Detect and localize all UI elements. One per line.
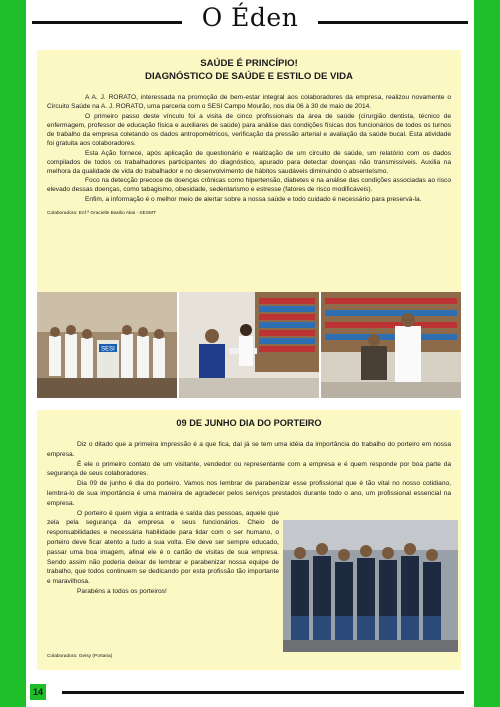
photo-porter-team-image bbox=[283, 520, 458, 652]
article-health-body bbox=[37, 83, 461, 218]
paragraph: Foco na detecção precoce de doenças crônicas como hipertensão, diabetes e na análise das condições associadas ao risco elevado dessas doenças, como tabagismo, obesidade, sedentarismo e estresse (fatores de risco modificáveis). bbox=[47, 177, 451, 194]
photo-checkup-image bbox=[179, 292, 319, 398]
paragraph: O porteiro é quem vigia a entrada e saída das pessoas, aquele que zela pela segurança da empresa e seus funcionários. Cheio de responsabilidades e necessária habilidade para lidar com o ser humano, o porteiro deve ficar atento a tudo a sua volta. Ele deve ser sempre educado, passar uma boa imagem, afinal ele é o cartão de visitas de sua empresa. Sendo assim não poderia deixar de lembrar e parabenizar nossa equipe de trabalho, que todos continuem se dedicando por esta profissão tão importante e maravilhosa. bbox=[47, 509, 279, 586]
sign-text: SESI bbox=[101, 346, 115, 353]
article-porter-heading: 09 DE JUNHO DIA DO PORTEIRO bbox=[176, 418, 322, 428]
photo-porter-team bbox=[283, 520, 458, 652]
photo-checkup bbox=[179, 292, 319, 398]
paragraph: A A. J. RORATO, interessada na promoção de bem-estar integral aos colaboradores da empresa, realizou novamente o Circuito Saúde na A. J. RORATO, uma parceria com o SESI Campo Mourão, nos dia 06 à 30 de maio de 2014. bbox=[47, 94, 451, 111]
paragraph: É ele o primeiro contato de um visitante, vendedor ou representante com a empresa e é quem responde por boa parte da segurança de seus colaboradores. bbox=[47, 460, 451, 478]
paragraph: Diz o ditado que a primeira impressão é a que fica, daí já se tem uma idéia da importância do trabalho do porteiro em nossa empresa. bbox=[47, 441, 451, 458]
photo-strip bbox=[37, 292, 461, 398]
footer-rule bbox=[62, 691, 464, 694]
photo-group-sesi-image bbox=[37, 292, 177, 398]
page-header bbox=[26, 0, 474, 40]
paragraph: O primeiro passo deste vínculo foi a visita de cinco profissionais da área de saúde (cirurgião dentista, técnico de enfermagem, professor de educação física e auxiliares de saúde) para análise das condições físicas dos funcionários de todos os turnos de trabalho da empresa coletando os dados antropométricos, verificação da pressão arterial e avaliação da saúde bucal. Esta atividade foi gratuita aos colaboradores. bbox=[47, 112, 451, 147]
paragraph: Esta Ação fornece, após aplicação de questionário e realização de um circuito de saúde, um relatório com os dados compilados de todos os trabalhadores participantes do diagnóstico, apurado para detectar doenças não transmissíveis. Auxilia na melhora da qualidade de vida do trabalhador e no desenvolvimento de hábitos saudáveis diminuindo o absenteísmo. bbox=[47, 149, 451, 175]
header-rule-right bbox=[318, 21, 468, 24]
page-title: O Éden bbox=[201, 3, 299, 32]
photo-group-sesi bbox=[37, 292, 177, 398]
paragraph: Parabéns a todos os porteiros! bbox=[77, 587, 167, 595]
photo-doctor-image bbox=[321, 292, 461, 398]
article-health bbox=[37, 50, 461, 292]
heading-line-1: SAÚDE É PRINCÍPIO! bbox=[200, 58, 298, 69]
page-number: 14 bbox=[30, 684, 46, 700]
photo-doctor bbox=[321, 292, 461, 398]
right-green-bar bbox=[474, 0, 500, 707]
heading-line-2: DIAGNÓSTICO DE SAÚDE E ESTILO DE VIDA bbox=[145, 70, 353, 82]
paragraph: Dia 09 de junho é dia do porteiro. Vamos nos lembrar de parabenizar esse profissional que é tão vital no nosso cotidiano, lembra-lo de sua importância é uma maneira de agradecer pelos serviços prestados durante todo o ano, um profissional essencial na empresa. bbox=[47, 480, 451, 507]
article-porter-credit: Colaboradora: Geisy (Portaria) bbox=[47, 654, 113, 659]
left-green-bar bbox=[0, 0, 26, 707]
article-health-credit: Colaboradora: Enf.ª Gracielle Basilio Akai - SESMT bbox=[47, 211, 156, 217]
paragraph: Enfim, a informação é o melhor meio de alertar sobre a nossa saúde e todo cuidado é necessário para preservá-la. bbox=[85, 196, 422, 204]
article-health-heading bbox=[37, 50, 461, 83]
